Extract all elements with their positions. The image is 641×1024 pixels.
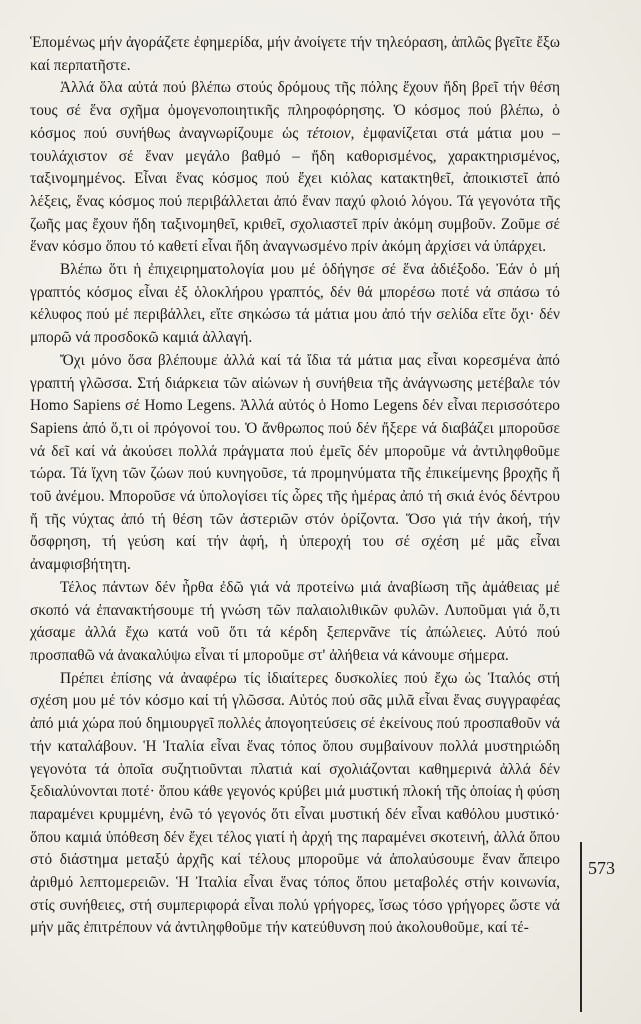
paragraph-1: Ἑπομένως μήν ἀγοράζετε ἐφημερίδα, μήν ἀνοίγετε τήν τηλεόραση, ἁπλῶς βγεῖτε ἔξω καί περπατῆστε. xyxy=(30,34,560,74)
emphasized-word: τέτοιον xyxy=(306,124,351,142)
page-number: 573 xyxy=(588,858,615,878)
paragraph-5: Τέλος πάντων δέν ἦρθα ἐδῶ γιά νά προτείνω μιά ἀναβίωση τῆς ἀμάθειας μέ σκοπό νά ἐπανακτήσουμε τή γνώση τῶν παλαιολιθικῶν φυλῶν. Λυποῦμαι γιά ὅ,τι χάσαμε ἀλλά ἔχω κατά νοῦ ὅτι τά κέρδη ξεπερνᾶνε τίς ἀπώλειες. Αὐτό πού προσπαθῶ νά ἀνακαλύψω εἶναι τί μποροῦμε στ' ἀλήθεια νά κάνουμε σήμερα. xyxy=(30,578,560,664)
paragraph-2-text-before: Ἀλλά ὅλα αὐτά πού βλέπω στούς δρόμους τῆς πόλης ἔχουν ἤδη βρεῖ τήν θέση τους σέ ἕνα σχῆμα ὁμογενοποιητικῆς πληροφόρησης. Ὁ κόσμος πού βλέπω, ὁ κόσμος πού συνήθως ἀναγνωρίζουμε ὡς xyxy=(30,79,560,142)
paragraph-2-text-after: , ἐμφανίζεται στά μάτια μου – τουλάχιστον σέ ἕναν μεγάλο βαθμό – ἤδη καθορισμένος, χαρακτηρισμένος, ταξινομημένος. Εἶναι ἕνας κόσμος πού ἔχει κιόλας κατακτηθεῖ, ἀποικιστεῖ ἀπό λέξεις, ἕνας κόσμος πού περιβάλλεται ἀπό ἕναν παχύ φλοιό λόγου. Τά γεγονότα τῆς ζωῆς μας ἔχουν ἤδη ταξινομηθεῖ, κριθεῖ, σχολιαστεῖ πρίν ἀκόμη συμβοῦν. Ζοῦμε σέ ἕναν κόσμο ὅπου τό καθετί εἶναι ἤδη ἀναγνωσμένο πρίν ἀκόμη ἀρχίσει νά ὑπάρχει. xyxy=(30,124,561,256)
paragraph-6: Πρέπει ἐπίσης νά ἀναφέρω τίς ἰδιαίτερες δυσκολίες πού ἔχω ὡς Ἰταλός στή σχέση μου μέ τόν κόσμο καί τή γλῶσσα. Αὐτός πού σᾶς μιλᾶ εἶναι ἕνας συγγραφέας ἀπό μιά χώρα πού δημιουργεῖ πολλές ἀπογοητεύσεις σέ ἐκείνους πού προσπαθοῦν νά τήν καταλάβουν. Ἡ Ἰταλία εἶναι ἕνας τόπος ὅπου συμβαίνουν πολλά μυστηριώδη γεγονότα τά ὁποῖα συζητιοῦνται πλατιά καί σχολιάζονται καθημερινά ἀλλά δέν ξεδιαλύνονται ποτέ· ὅπου κάθε γεγονός κρύβει μιά μυστική πλοκή τῆς ὁποίας ἡ φύση παραμένει κρυμμένη, ἐνῶ τό γεγονός ὅτι εἶναι μυστική δέν εἶναι καθόλου μυστικό· ὅπου καμιά ὑπόθεση δέν ἔχει τέλος γιατί ἡ ἀρχή της παραμένει σκοτεινή, ἀλλά ὅπου στό διάστημα μεταξύ ἀρχῆς καί τέλους μποροῦμε νά ἀπολαύσουμε ἕναν ἄπειρο ἀριθμό λεπτομερειῶν. Ἡ Ἰταλία εἶναι ἕνας τόπος ὅπου μεταβολές στήν κοινωνία, στίς συνήθειες, στή συμπεριφορά εἶναι πολύ γρήγορες, ἴσως τόσο γρήγορες ὥστε νά μήν μᾶς ἐπιτρέπουν νά ἀντιληφθοῦμε τήν κατεύθυνση πού ἀκολουθοῦμε, καί τέ- xyxy=(30,669,560,937)
paragraph-4: Ὄχι μόνο ὅσα βλέπουμε ἀλλά καί τά ἴδια τά μάτια μας εἶναι κορεσμένα ἀπό γραπτή γλῶσσα. Στή διάρκεια τῶν αἰώνων ἡ συνήθεια τῆς ἀνάγνωσης μετέβαλε τόν Homo Sapiens σέ Homo Legens. Ἀλλά αὐτός ὁ Homo Legens δέν εἶναι περισσότερο Sapiens ἀπό ὅ,τι οἱ πρόγονοί του. Ὁ ἄνθρωπος πού δέν ἤξερε νά διαβάζει μποροῦσε νά δεῖ καί νά ἀκούσει πολλά πράγματα πού ἐμεῖς δέν μποροῦμε νά ἀντιληφθοῦμε τώρα. Τά ἴχνη τῶν ζώων πού κυνηγοῦσε, τά προμηνύματα τῆς ἐπικείμενης βροχῆς ἤ τοῦ ἀνέμου. Μποροῦσε νά ὑπολογίσει τίς ὧρες τῆς ἡμέρας ἀπό τή σκιά ἑνός δέντρου ἤ τῆς νύχτας ἀπό τή θέση τῶν ἀστεριῶν στόν ὁρίζοντα. Ὅσο γιά τήν ἀκοή, τήν ὄσφρηση, τή γεύση καί τήν ἀφή, ἡ ὑπεροχή του σέ σχέση μέ μᾶς εἶναι ἀναμφισβήτητη. xyxy=(30,351,560,574)
paragraph-3: Βλέπω ὅτι ἡ ἐπιχειρηματολογία μου μέ ὁδήγησε σέ ἕνα ἀδιέξοδο. Ἐάν ὁ μή γραπτός κόσμος εἶναι ἐξ ὁλοκλήρου γραπτός, δέν θά μπορέσω ποτέ νά σπάσω τό κέλυφος πού μέ περιβάλλει, εἴτε σηκώσω τά μάτια μου ἀπό τήν σελίδα εἴτε ὄχι· δέν μπορῶ νά προσδοκῶ καμιά ἀλλαγή. xyxy=(30,261,560,347)
body-text xyxy=(30,32,560,940)
paragraph-2 xyxy=(30,77,560,259)
margin-rule xyxy=(580,842,582,1012)
